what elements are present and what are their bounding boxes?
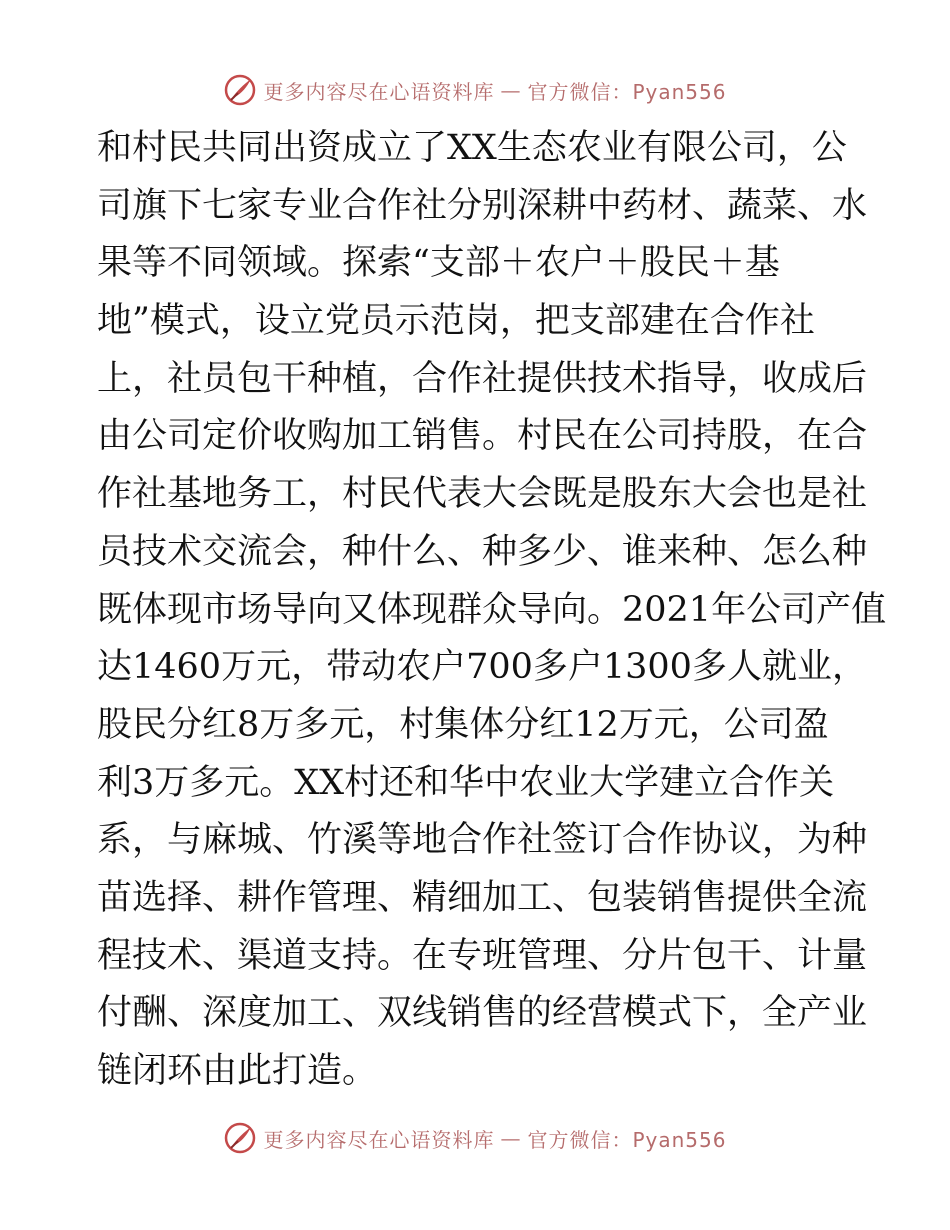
text-line: 和村民共同出资成立了XX生态农业有限公司，公 [97,128,847,168]
text-line: 系，与麻城、竹溪等地合作社签订合作协议，为种 [97,820,868,861]
text-line: 既体现市场导向又体现群众导向。2021年公司产值 [97,589,887,630]
text-line: 达1460万元，带动农户700多户1300多人就业， [97,647,867,688]
separator: — [500,1126,522,1150]
text-line: 地”模式，设立党员示范岗，把支部建在合作社 [97,301,815,342]
wechat-id: 官方微信：Pyan556 [527,1127,727,1152]
text-line: 苗选择、耕作管理、精细加工、包装销售提供全流 [97,877,868,918]
feather-quill-logo-icon [223,73,257,107]
text-line: 程技术、渠道支持。在专班管理、分片包干、计量 [97,935,868,976]
text-line: 股民分红8万多元，村集体分红12万元，公司盈 [97,704,829,745]
text-line: 链闭环由此打造。 [97,1051,378,1091]
text-line: 付酬、深度加工、双线销售的经营模式下，全产业 [97,993,868,1034]
text-line: 员技术交流会，种什么、种多少、谁来种、怎么种 [97,531,868,572]
text-line: 利3万多元。XX村还和华中农业大学建立合作关 [97,762,835,803]
text-line: 上，社员包干种植，合作社提供技术指导，收成后 [97,358,868,399]
text-line: 作社基地务工，村民代表大会既是股东大会也是社 [97,474,868,515]
separator: — [500,78,522,102]
feather-quill-logo-icon [223,1121,257,1155]
site-name: 更多内容尽在心语资料库 [263,1127,495,1152]
wechat-id: 官方微信：Pyan556 [527,79,727,104]
site-name: 更多内容尽在心语资料库 [263,79,495,104]
text-line: 司旗下七家专业合作社分别深耕中药材、蔬菜、水 [97,185,868,226]
document-body [97,120,887,1101]
header-watermark [0,70,950,110]
footer-watermark [0,1118,950,1158]
text-line: 由公司定价收购加工销售。村民在公司持股，在合 [97,416,868,457]
text-line: 果等不同领域。探索“支部＋农户＋股民＋基 [97,243,780,284]
